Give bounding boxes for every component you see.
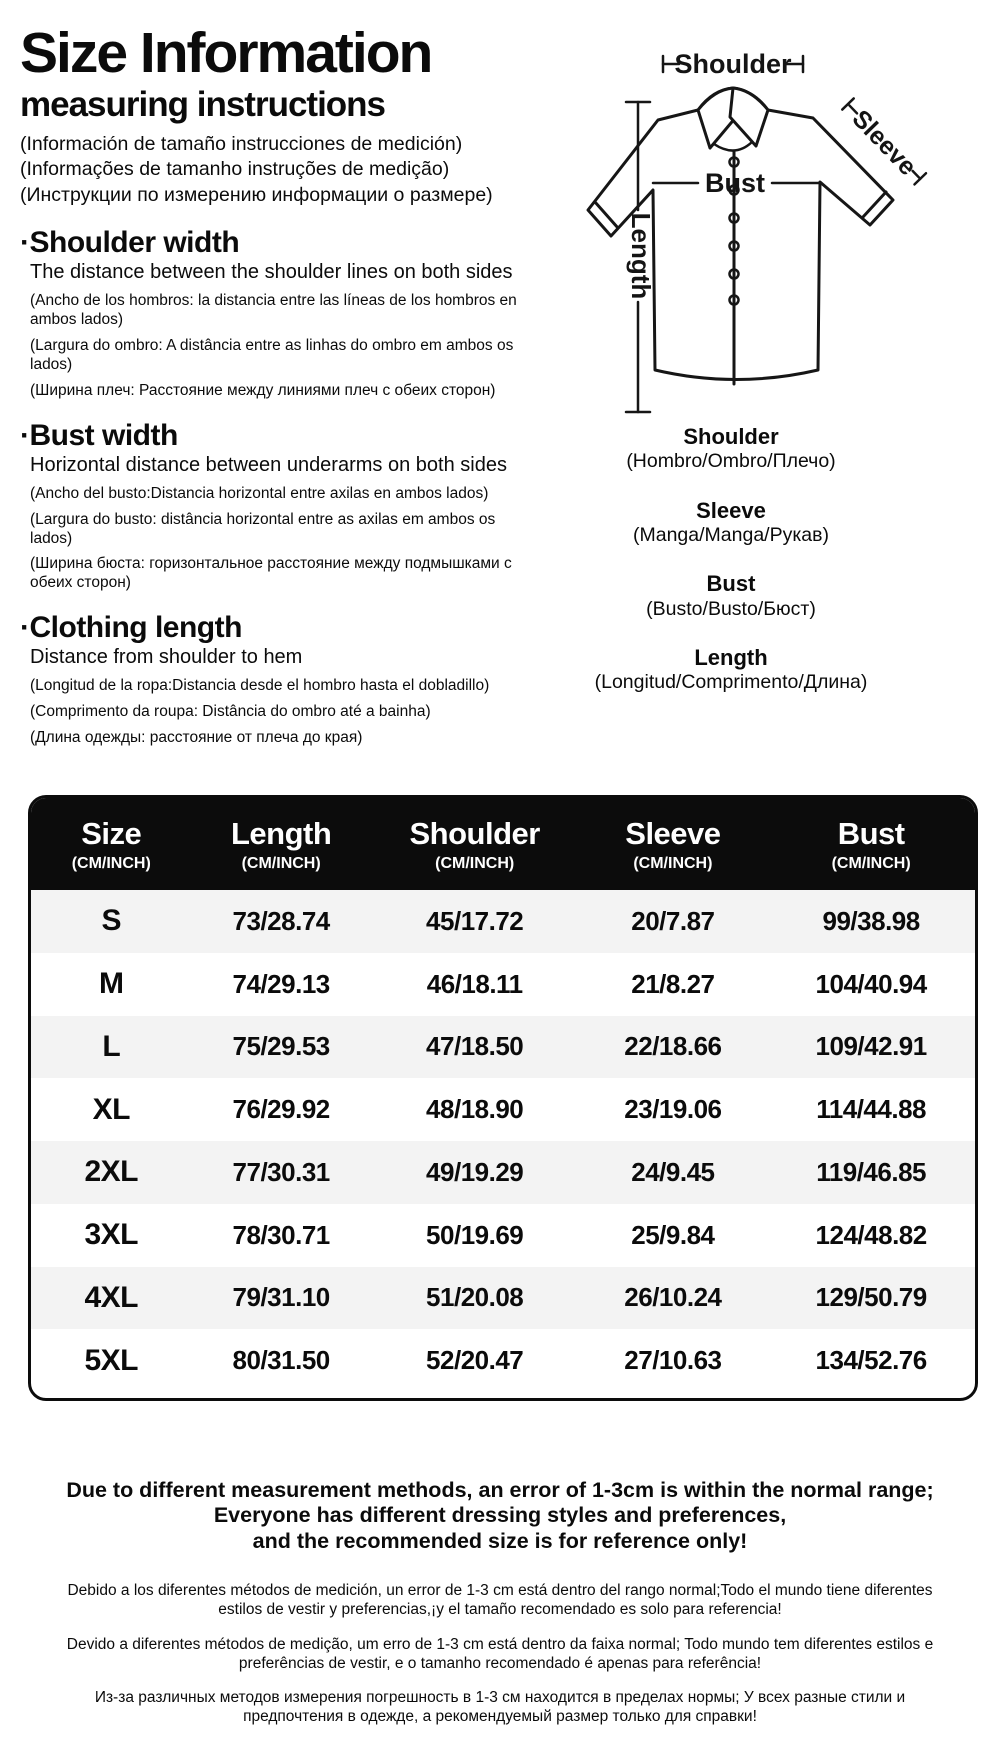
cell-length: 75/29.53	[232, 1031, 330, 1062]
section-translation-pt: (Comprimento da roupa: Distância do ombro até a bainha)	[30, 703, 431, 721]
cell-bust: 124/48.82	[815, 1219, 927, 1250]
legend-term: Sleeve	[696, 497, 766, 523]
legend-shoulder	[545, 424, 917, 474]
cell-bust: 114/44.88	[816, 1094, 926, 1125]
shoulder-measure-line	[663, 49, 803, 79]
disclaimer-ru: Из-за различных методов измерения погрешность в 1-3 см находится в пределах нормы; У всех разные стили и предпочтения в одежде, а рекомендуемый размер только для справки!	[94, 1688, 906, 1726]
legend-term: Length	[694, 645, 768, 671]
column-label: Bust	[837, 815, 905, 851]
disclaimer-en-line3: and the recommended size is for reference only!	[252, 1528, 748, 1553]
section-translation-es: (Ancho del busto:Distancia horizontal entre axilas en ambos lados)	[30, 484, 489, 502]
cell-sleeve: 23/19.06	[624, 1094, 722, 1125]
cell-shoulder: 52/20.47	[426, 1345, 524, 1376]
disclaimer-pt: Devido a diferentes métodos de medição, um erro de 1-3 cm está dentro da faixa normal; Todo mundo tem diferentes estilos e preferências de vestir, e o tamanho recomendado é apenas para referência!	[66, 1635, 934, 1672]
cell-bust: 129/50.79	[815, 1282, 927, 1313]
column-unit: (CM/INCH)	[633, 854, 713, 872]
shirt-diagram	[548, 40, 993, 422]
column-label: Sleeve	[625, 815, 721, 851]
cell-size: S	[101, 904, 121, 938]
cell-length: 77/30.31	[232, 1156, 330, 1187]
cell-size: 3XL	[84, 1218, 138, 1252]
table-row-l	[31, 1016, 975, 1079]
column-label: Shoulder	[409, 815, 540, 851]
table-row-3xl	[31, 1204, 975, 1267]
shirt-diagram-wrap	[548, 40, 993, 422]
page-title: Size Information	[20, 21, 432, 85]
cell-size: M	[98, 967, 124, 1001]
disclaimer-block	[0, 1478, 1000, 1726]
section-translation-ru: (Ширина плеч: Расстояние между линиями плеч с обеих сторон)	[30, 381, 496, 399]
section-translation-ru: (Ширина бюста: горизонтальное расстояние между подмышками с обеих сторон)	[30, 555, 512, 592]
cell-size: 4XL	[84, 1280, 138, 1314]
section-heading: ·Shoulder width	[20, 226, 240, 260]
cell-bust: 104/40.94	[815, 968, 927, 999]
diagram-sleeve-label: Sleeve	[846, 104, 922, 182]
legend-term: Bust	[706, 571, 756, 597]
section-description: Distance from shoulder to hem	[30, 646, 303, 669]
header-cell-length	[191, 816, 370, 873]
header-cell-bust	[767, 816, 975, 873]
cell-length: 79/31.10	[232, 1282, 330, 1313]
size-table-body	[31, 890, 975, 1392]
cell-sleeve: 26/10.24	[624, 1282, 722, 1313]
section-translation-es: (Ancho de los hombros: la distancia entre las líneas de los hombros en ambos lados)	[30, 292, 517, 329]
cell-bust: 109/42.91	[815, 1031, 927, 1062]
size-table-header	[31, 798, 975, 890]
page-subtitle: measuring instructions	[20, 85, 386, 125]
cell-sleeve: 24/9.45	[631, 1156, 715, 1187]
cell-shoulder: 49/19.29	[426, 1156, 524, 1187]
legend-length	[545, 645, 917, 695]
cell-shoulder: 45/17.72	[426, 905, 524, 936]
legend-term: Shoulder	[683, 424, 779, 449]
section-description: The distance between the shoulder lines on both sides	[30, 261, 513, 284]
cell-length: 78/30.71	[232, 1219, 330, 1250]
cell-size: XL	[92, 1092, 130, 1126]
column-label: Size	[81, 815, 142, 851]
table-row-s	[31, 890, 975, 953]
cell-size: L	[102, 1029, 121, 1063]
section-heading: ·Clothing length	[20, 611, 242, 645]
cell-sleeve: 21/8.27	[631, 968, 715, 999]
legend-sleeve	[545, 498, 917, 548]
column-unit: (CM/INCH)	[71, 854, 151, 872]
cell-length: 74/29.13	[232, 968, 330, 999]
legend-translation: (Busto/Busto/Бюст)	[646, 597, 816, 620]
section-translation-es: (Longitud de la ropa:Distancia desde el hombro hasta el dobladillo)	[30, 677, 490, 695]
cell-length: 76/29.92	[232, 1094, 330, 1125]
diagram-legend	[545, 424, 917, 719]
instructions-column	[20, 21, 540, 748]
header-cell-sleeve	[579, 816, 768, 873]
legend-translation: (Hombro/Ombro/Плечо)	[626, 450, 836, 473]
cell-bust: 119/46.85	[816, 1156, 926, 1187]
table-row-m	[31, 953, 975, 1016]
size-table	[28, 795, 978, 1401]
diagram-length-label: Length	[626, 212, 656, 300]
cell-shoulder: 46/18.11	[426, 968, 523, 999]
legend-translation: (Manga/Manga/Рукав)	[633, 523, 829, 546]
cell-sleeve: 25/9.84	[631, 1219, 715, 1250]
section-shoulder-width	[20, 226, 540, 401]
section-heading: ·Bust width	[20, 418, 178, 452]
cell-length: 73/28.74	[232, 905, 330, 936]
cell-shoulder: 51/20.08	[426, 1282, 524, 1313]
header-cell-shoulder	[371, 816, 579, 873]
disclaimer-es: Debido a los diferentes métodos de medición, un error de 1-3 cm está dentro del rango normal;Todo el mundo tiene diferentes estilos de vestir y preferencias,¡y el tamaño recomendado es solo para referencia!	[67, 1582, 933, 1619]
header-cell-size	[31, 816, 191, 873]
section-description: Horizontal distance between underarms on both sides	[30, 453, 507, 476]
table-row-2xl	[31, 1141, 975, 1204]
column-unit: (CM/INCH)	[241, 854, 321, 872]
legend-translation: (Longitud/Comprimento/Длина)	[594, 671, 868, 694]
section-bust-width	[20, 419, 540, 594]
section-clothing-length	[20, 611, 540, 748]
cell-shoulder: 47/18.50	[426, 1031, 524, 1062]
cell-sleeve: 27/10.63	[624, 1345, 722, 1376]
column-label: Length	[230, 815, 332, 851]
cell-shoulder: 48/18.90	[426, 1094, 524, 1125]
cell-bust: 134/52.76	[815, 1345, 927, 1376]
cell-size: 5XL	[84, 1343, 138, 1377]
column-unit: (CM/INCH)	[435, 854, 515, 872]
cell-sleeve: 22/18.66	[624, 1031, 722, 1062]
cell-bust: 99/38.98	[822, 905, 920, 936]
cell-length: 80/31.50	[232, 1345, 330, 1376]
table-row-5xl	[31, 1329, 975, 1392]
table-row-xl	[31, 1078, 975, 1141]
cell-sleeve: 20/7.87	[631, 905, 715, 936]
section-translation-pt: (Largura do ombro: A distância entre as linhas do ombro em ambos os lados)	[30, 336, 514, 373]
section-translation-ru: (Длина одежды: расстояние от плеча до края)	[30, 729, 363, 747]
title-translation-es: (Información de tamaño instrucciones de medición)	[20, 133, 463, 156]
title-translation-pt: (Informações de tamanho instruções de medição)	[20, 158, 450, 181]
disclaimer-en-line2: Everyone has different dressing styles and preferences,	[213, 1503, 787, 1528]
column-unit: (CM/INCH)	[831, 854, 911, 872]
table-row-4xl	[31, 1267, 975, 1330]
diagram-shoulder-label: Shoulder	[674, 49, 792, 79]
legend-bust	[545, 571, 917, 621]
cell-size: 2XL	[84, 1155, 138, 1189]
cell-shoulder: 50/19.69	[426, 1219, 524, 1250]
diagram-bust-label: Bust	[705, 168, 765, 198]
section-translation-pt: (Largura do busto: distância horizontal entre as axilas em ambos os lados)	[30, 510, 496, 547]
disclaimer-en-line1: Due to different measurement methods, an error of 1-3cm is within the normal range;	[66, 1478, 934, 1502]
title-translation-ru: (Инструкции по измерению информации о размере)	[20, 183, 493, 206]
